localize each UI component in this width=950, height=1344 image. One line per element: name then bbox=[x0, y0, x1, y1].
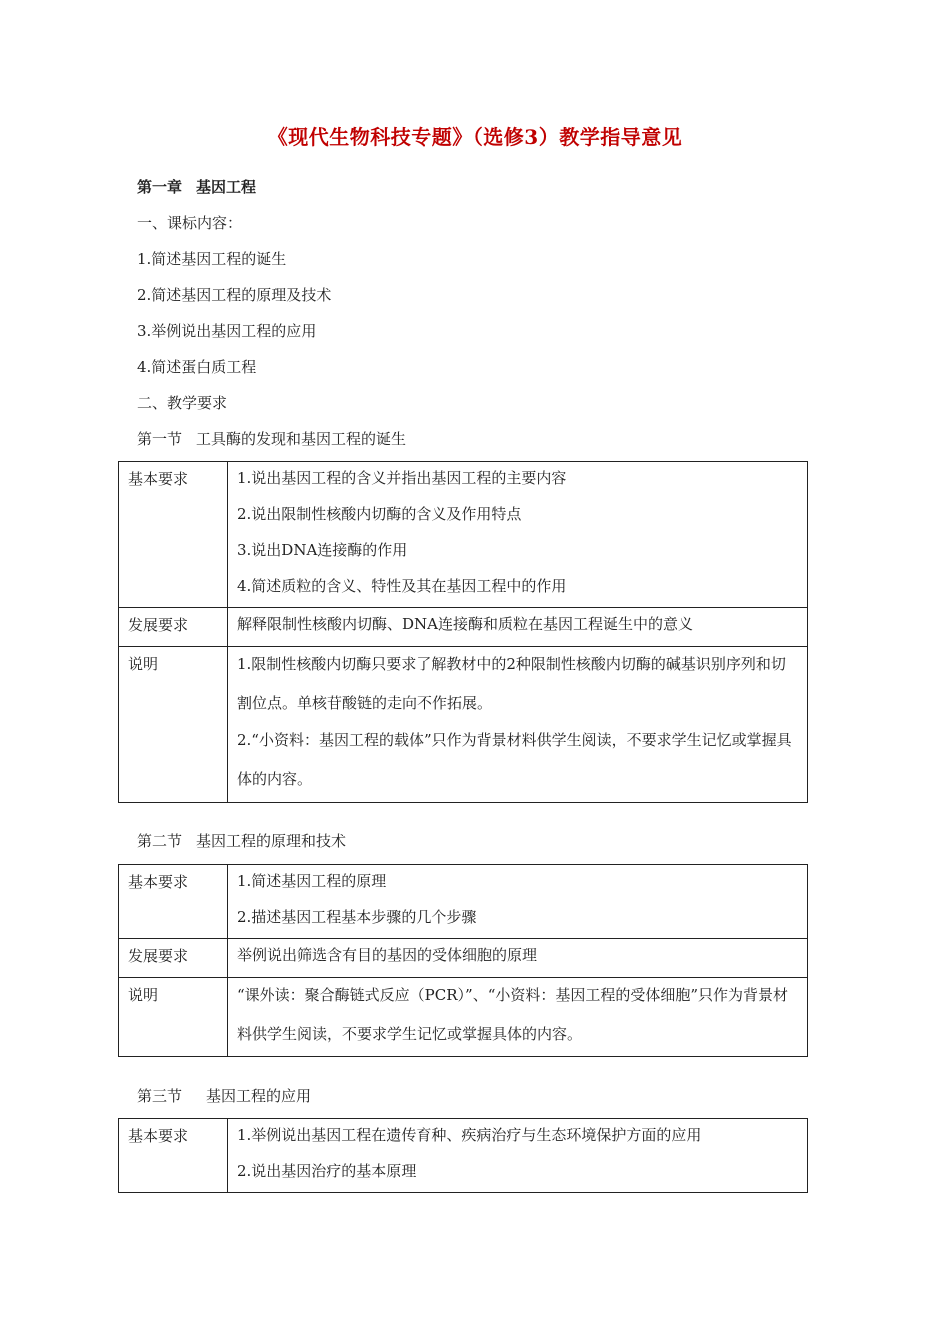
row-content bbox=[228, 978, 808, 1057]
row-label: 发展要求 bbox=[119, 608, 228, 647]
section-name: 工具酶的发现和基因工程的诞生 bbox=[196, 430, 407, 448]
row-content bbox=[228, 647, 808, 803]
row-label: 说明 bbox=[119, 978, 228, 1057]
row-content bbox=[228, 608, 808, 647]
row-label: 基本要求 bbox=[119, 462, 228, 608]
row-content bbox=[228, 462, 808, 608]
row-label: 基本要求 bbox=[119, 1119, 228, 1193]
section-3-requirements-table bbox=[118, 1118, 808, 1193]
list-item: 4.简述质粒的含义、特性及其在基因工程中的作用 bbox=[237, 577, 567, 595]
chapter-label: 第一章 bbox=[137, 178, 183, 196]
list-item: 1.举例说出基因工程在遗传育种、疾病治疗与生态环境保护方面的应用 bbox=[237, 1126, 702, 1144]
note-item: 1.限制性核酸内切酶只要求了解教材中的2种限制性核酸内切酶的碱基识别序列和切割位点。单核苷酸链的走向不作拓展。 bbox=[237, 655, 786, 712]
curriculum-item: 4.简述蛋白质工程 bbox=[137, 358, 257, 376]
row-content bbox=[228, 1119, 808, 1193]
row-label: 说明 bbox=[119, 647, 228, 803]
list-item: 3.说出DNA连接酶的作用 bbox=[237, 541, 408, 559]
curriculum-item: 3.举例说出基因工程的应用 bbox=[137, 322, 317, 340]
section-label: 第二节 bbox=[137, 832, 183, 850]
list-item: 解释限制性核酸内切酶、DNA连接酶和质粒在基因工程诞生中的意义 bbox=[237, 615, 693, 633]
list-item: 2.说出限制性核酸内切酶的含义及作用特点 bbox=[237, 505, 522, 523]
note-item: 2.“小资料：基因工程的载体”只作为背景材料供学生阅读，不要求学生记忆或掌握具体的内容。 bbox=[237, 731, 792, 788]
section-1-requirements-table bbox=[118, 461, 808, 803]
section-heading bbox=[137, 429, 406, 449]
curriculum-heading: 一、课标内容： bbox=[137, 214, 243, 232]
section-label: 第三节 bbox=[137, 1087, 183, 1105]
list-item: 举例说出筛选含有目的基因的受体细胞的原理 bbox=[237, 946, 538, 964]
chapter-heading bbox=[137, 177, 256, 197]
curriculum-item: 2.简述基因工程的原理及技术 bbox=[137, 286, 332, 304]
list-item: 2.说出基因治疗的基本原理 bbox=[237, 1162, 417, 1180]
row-content bbox=[228, 939, 808, 978]
row-content bbox=[228, 865, 808, 939]
section-heading bbox=[137, 1086, 311, 1106]
table-row bbox=[119, 865, 808, 939]
row-label: 发展要求 bbox=[119, 939, 228, 978]
teaching-heading: 二、教学要求 bbox=[137, 394, 228, 412]
section-name: 基因工程的应用 bbox=[206, 1087, 312, 1105]
document-title: 《现代生物科技专题》（选修3）教学指导意见 bbox=[267, 125, 683, 149]
section-2-requirements-table bbox=[118, 864, 808, 1057]
list-item: 1.简述基因工程的原理 bbox=[237, 872, 387, 890]
row-label: 基本要求 bbox=[119, 865, 228, 939]
table-row bbox=[119, 647, 808, 803]
section-label: 第一节 bbox=[137, 430, 183, 448]
curriculum-item: 1.简述基因工程的诞生 bbox=[137, 250, 287, 268]
section-name: 基因工程的原理和技术 bbox=[196, 832, 347, 850]
section-heading bbox=[137, 831, 346, 851]
table-row bbox=[119, 462, 808, 608]
table-row bbox=[119, 608, 808, 647]
list-item: 1.说出基因工程的含义并指出基因工程的主要内容 bbox=[237, 469, 567, 487]
table-row bbox=[119, 1119, 808, 1193]
note-item: “课外读：聚合酶链式反应（PCR）”、“小资料：基因工程的受体细胞”只作为背景材料供学生阅读，不要求学生记忆或掌握具体的内容。 bbox=[237, 986, 789, 1043]
table-row bbox=[119, 939, 808, 978]
list-item: 2.描述基因工程基本步骤的几个步骤 bbox=[237, 908, 477, 926]
table-row bbox=[119, 978, 808, 1057]
chapter-name: 基因工程 bbox=[196, 178, 257, 196]
